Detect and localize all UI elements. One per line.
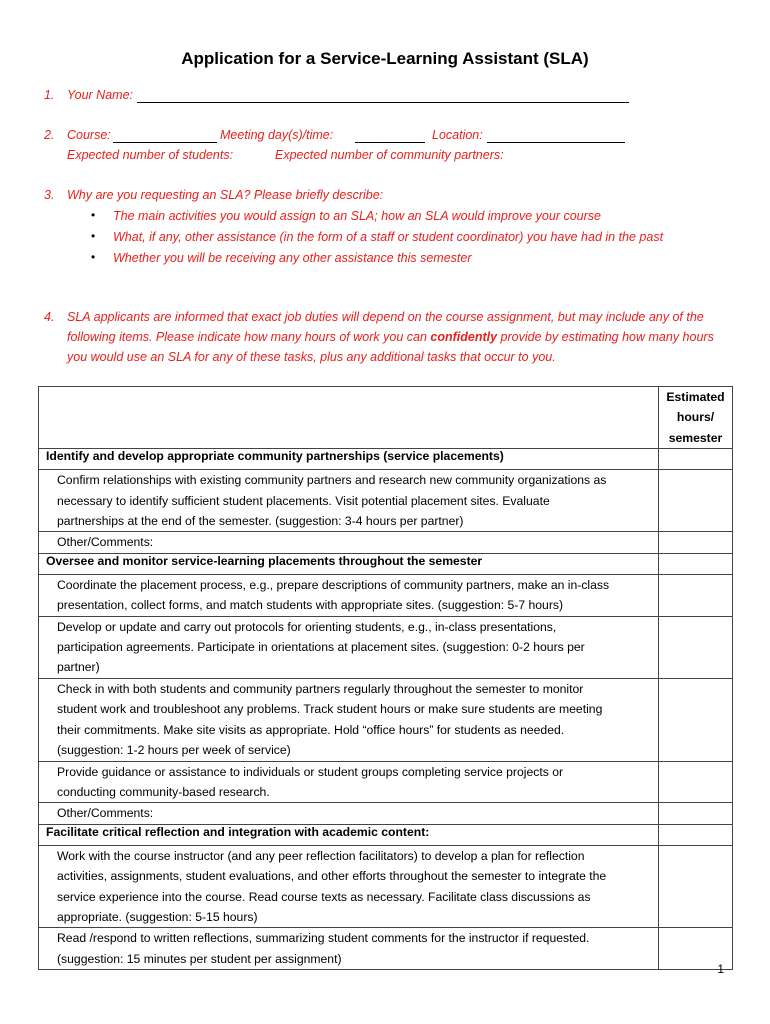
hours-input[interactable] xyxy=(659,761,733,803)
table-row xyxy=(39,928,733,970)
meeting-field[interactable] xyxy=(355,142,425,143)
task-text: conducting community-based research. xyxy=(57,784,270,799)
task-text: service experience into the course. Read course texts as necessary. Facilitate class discussions as xyxy=(57,889,591,904)
hours-input[interactable] xyxy=(659,532,733,553)
table-header-row xyxy=(39,387,733,449)
section-heading-row xyxy=(39,449,733,470)
bullet-icon: • xyxy=(91,229,96,243)
task-text: appropriate. (suggestion: 5-15 hours) xyxy=(57,909,258,924)
task-text: Read /respond to written reflections, summarizing student comments for the instructor if requested. xyxy=(57,931,590,946)
task-text: partner) xyxy=(57,660,100,675)
location-field[interactable] xyxy=(487,142,625,143)
q2-meeting-label: Meeting day(s)/time: xyxy=(220,128,334,142)
page-number: 1 xyxy=(717,962,724,976)
q4-emphasis: confidently xyxy=(430,330,498,344)
header-line: hours/ xyxy=(676,410,715,425)
task-text: Check in with both students and community partners regularly throughout the semester to monitor xyxy=(57,681,584,696)
task-text: Work with the course instructor (and any peer reflection facilitators) to develop a plan for reflection xyxy=(57,848,585,863)
hours-input[interactable] xyxy=(659,616,733,678)
q2-location-label: Location: xyxy=(432,128,483,142)
q4-line-1: SLA applicants are informed that exact job duties will depend on the course assignment, but may include any of the xyxy=(67,310,704,324)
hours-table xyxy=(38,386,733,970)
table-row xyxy=(39,845,733,928)
table-row xyxy=(39,803,733,824)
hours-input[interactable] xyxy=(659,553,733,574)
page-title: Application for a Service-Learning Assistant (SLA) xyxy=(181,49,589,68)
q4-number: 4. xyxy=(44,310,55,324)
task-text: (suggestion: 15 minutes per student per assignment) xyxy=(57,951,342,966)
task-text: activities, assignments, student evaluations, and other efforts throughout the semester to integrate the xyxy=(57,869,607,884)
table-row xyxy=(39,574,733,616)
q2-course-label: Course: xyxy=(67,128,111,142)
q1-label: Your Name: xyxy=(67,88,134,102)
task-text: (suggestion: 1-2 hours per week of service) xyxy=(57,743,291,758)
bullet-icon: • xyxy=(91,250,96,264)
header-line: semester xyxy=(668,430,723,445)
section-heading: Identify and develop appropriate community partnerships (service placements) xyxy=(46,449,504,464)
task-text: student work and troubleshoot any problems. Track student hours or make sure students are meeting xyxy=(57,702,603,717)
task-text: Coordinate the placement process, e.g., prepare descriptions of community partners, make an in-class xyxy=(57,577,610,592)
task-text: their commitments. Make site visits as appropriate. Hold “office hours” for students as needed. xyxy=(57,722,565,737)
q4-line-2-text: following items. Please indicate how many hours of work you can xyxy=(67,330,431,344)
table-row xyxy=(39,532,733,553)
q3-bullet-2: What, if any, other assistance (in the form of a staff or student coordinator) you have had in the past xyxy=(113,230,664,244)
table-row xyxy=(39,678,733,761)
q2-number: 2. xyxy=(44,128,55,142)
name-field[interactable] xyxy=(137,102,629,103)
task-text: participation agreements. Participate in orientations at placement sites. (suggestion: 0-2 hours per xyxy=(57,640,585,655)
task-text: presentation, collect forms, and match students with appropriate sites. (suggestion: 5-7 hours) xyxy=(57,598,564,613)
q2-students-label: Expected number of students: xyxy=(67,148,234,162)
section-heading-row xyxy=(39,553,733,574)
q2-partners-label: Expected number of community partners: xyxy=(275,148,504,162)
table-row xyxy=(39,616,733,678)
task-text: partnerships at the end of the semester. (suggestion: 3-4 hours per partner) xyxy=(57,514,464,529)
other-comments-label: Other/Comments: xyxy=(57,806,154,821)
section-heading-row xyxy=(39,824,733,845)
hours-input[interactable] xyxy=(659,824,733,845)
hours-input[interactable] xyxy=(659,845,733,928)
q1-number: 1. xyxy=(44,88,55,102)
table-row xyxy=(39,470,733,532)
q3-number: 3. xyxy=(44,188,55,202)
task-text: necessary to identify sufficient student placements. Visit potential placement sites. Evaluate xyxy=(57,493,550,508)
hours-input[interactable] xyxy=(659,574,733,616)
q3-bullet-1: The main activities you would assign to an SLA; how an SLA would improve your course xyxy=(113,209,601,223)
q3-bullet-3: Whether you will be receiving any other assistance this semester xyxy=(113,251,472,265)
hours-input[interactable] xyxy=(659,470,733,532)
hours-input[interactable] xyxy=(659,678,733,761)
estimated-hours-header xyxy=(659,387,733,449)
section-heading: Facilitate critical reflection and integration with academic content: xyxy=(46,824,430,839)
hours-input[interactable] xyxy=(659,803,733,824)
q4-line-3: you would use an SLA for any of these tasks, plus any additional tasks that occur to you. xyxy=(67,350,556,364)
task-text: Confirm relationships with existing community partners and research new community organizations as xyxy=(57,473,607,488)
header-line: Estimated xyxy=(666,390,725,404)
header-blank-cell xyxy=(39,387,659,449)
bullet-icon: • xyxy=(91,208,96,222)
q3-label: Why are you requesting an SLA? Please briefly describe: xyxy=(67,188,384,202)
table-row xyxy=(39,761,733,803)
q4-line-2 xyxy=(67,330,714,344)
hours-input[interactable] xyxy=(659,449,733,470)
q4-line-2-text: provide by estimating how many hours xyxy=(497,330,714,344)
course-field[interactable] xyxy=(113,142,217,143)
task-text: Provide guidance or assistance to individuals or student groups completing service projects or xyxy=(57,764,564,779)
other-comments-label: Other/Comments: xyxy=(57,535,154,550)
task-text: Develop or update and carry out protocols for orienting students, e.g., in-class presentations, xyxy=(57,619,557,634)
section-heading: Oversee and monitor service-learning placements throughout the semester xyxy=(46,553,483,568)
